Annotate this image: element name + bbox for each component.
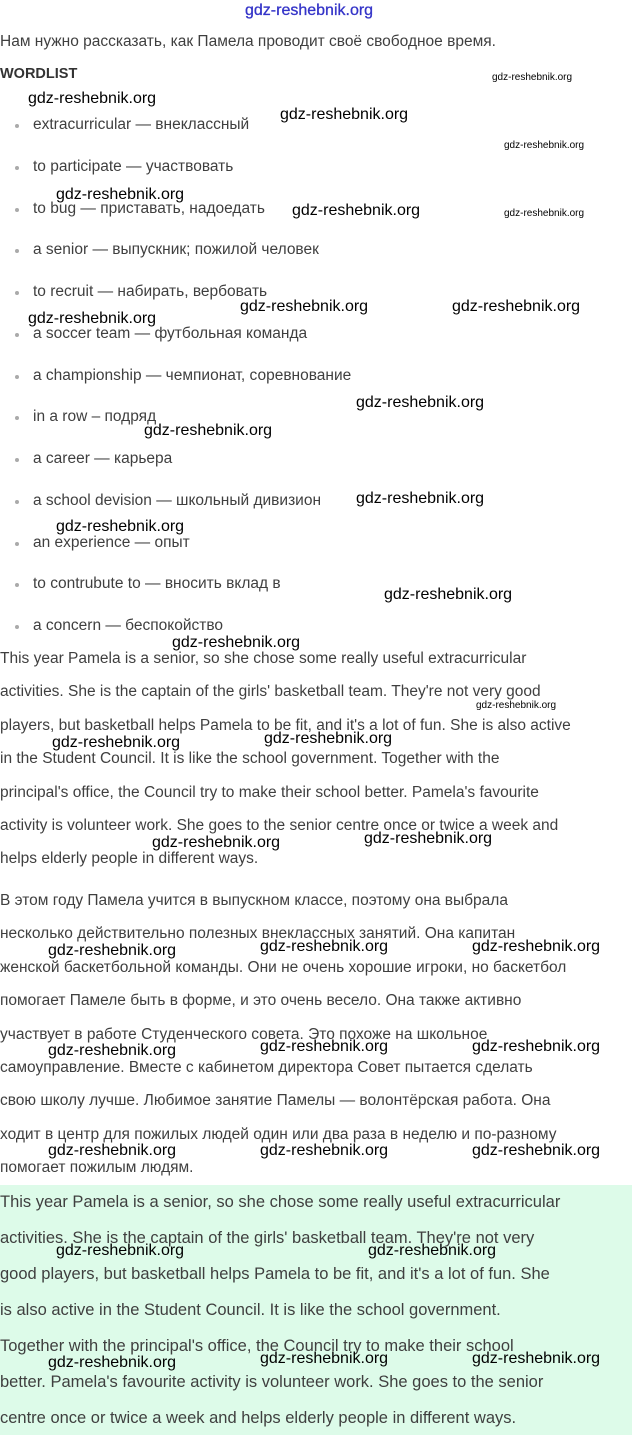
watermark-text: gdz-reshebnik.org bbox=[356, 490, 485, 507]
list-item: an experience — опыт bbox=[33, 533, 190, 551]
list-item: to bug — приставать, надоедать bbox=[33, 199, 265, 217]
bullet-icon bbox=[15, 333, 19, 337]
paragraph-line: activity is volunteer work. She goes to the senior centre once or twice a week and bbox=[0, 817, 559, 834]
paragraph-line: свою школу лучше. Любимое занятие Памелы — волонтёрская работа. Она bbox=[0, 1092, 551, 1110]
bullet-icon bbox=[15, 375, 19, 379]
paragraph-line: помогает пожилым людям. bbox=[0, 1159, 194, 1177]
bullet-icon bbox=[15, 208, 19, 212]
watermark-text: gdz-reshebnik.org bbox=[292, 202, 421, 219]
paragraph-line: помогает Памеле быть в форме, и это очень весело. Она также активно bbox=[0, 992, 522, 1010]
paragraph-line: женской баскетбольной команды. Они не очень хорошие игроки, но баскетбол bbox=[0, 958, 567, 976]
paragraph-line: principal's office, the Council try to make their school better. Pamela's favourite bbox=[0, 783, 539, 801]
watermark-text: gdz-reshebnik.org bbox=[384, 586, 513, 603]
list-item: to recruit — набирать, вербовать bbox=[33, 283, 268, 300]
watermark-text: gdz-reshebnik.org bbox=[240, 298, 369, 315]
watermark-text: gdz-reshebnik.org bbox=[504, 140, 585, 151]
bullet-icon bbox=[15, 542, 19, 546]
bullet-icon bbox=[15, 166, 19, 170]
bullet-icon bbox=[15, 249, 19, 253]
list-item: a soccer team — футбольная команда bbox=[33, 324, 308, 342]
watermark-text: gdz-reshebnik.org bbox=[172, 634, 301, 651]
list-item: in a row – подряд bbox=[33, 408, 157, 426]
list-item: a school devision — школьный дивизион bbox=[33, 491, 322, 509]
list-item: a career — карьера bbox=[33, 450, 173, 467]
list-item: a concern — беспокойство bbox=[33, 617, 224, 634]
bullet-icon bbox=[15, 291, 19, 295]
watermark-text: gdz-reshebnik.org bbox=[264, 730, 393, 747]
answer-line: activities. She is the captain of the girls' basketball team. They're not very bbox=[0, 1229, 535, 1247]
bullet-icon bbox=[15, 416, 19, 420]
watermark-text: gdz-reshebnik.org bbox=[368, 1242, 497, 1259]
paragraph-line: самоуправление. Вместе с кабинетом директора Совет пытается сделать bbox=[0, 1059, 533, 1076]
watermark-text: gdz-reshebnik.org bbox=[504, 208, 585, 219]
answer-line: better. Pamela's favourite activity is volunteer work. She goes to the senior bbox=[0, 1373, 544, 1391]
site-watermark-link[interactable]: gdz-reshebnik.org bbox=[245, 2, 374, 19]
bullet-icon bbox=[15, 124, 19, 128]
intro-text: Нам нужно рассказать, как Памела проводит своё свободное время. bbox=[0, 33, 496, 50]
wordlist-heading: WORDLIST bbox=[0, 66, 78, 82]
answer-line: good players, but basketball helps Pamela to be fit, and it's a lot of fun. She bbox=[0, 1265, 550, 1283]
paragraph-line: This year Pamela is a senior, so she chose some really useful extracurricular bbox=[0, 650, 527, 667]
answer-line: Together with the principal's office, the Council try to make their school bbox=[0, 1337, 514, 1355]
list-item: a championship — чемпионат, соревнование bbox=[33, 366, 352, 384]
list-item: a senior — выпускник; пожилой человек bbox=[33, 241, 319, 259]
answer-line: This year Pamela is a senior, so she chose some really useful extracurricular bbox=[0, 1193, 561, 1211]
watermark-text: gdz-reshebnik.org bbox=[56, 1242, 185, 1259]
list-item: to participate — участвовать bbox=[33, 157, 234, 175]
paragraph-line: В этом году Памела учится в выпускном классе, поэтому она выбрала bbox=[0, 892, 508, 909]
paragraph-line: участвует в работе Студенческого совета. Это похоже на школьное bbox=[0, 1025, 488, 1043]
paragraph-line: players, but basketball helps Pamela to be fit, and it's a lot of fun. She is also active bbox=[0, 716, 571, 734]
watermark-text: gdz-reshebnik.org bbox=[280, 106, 409, 123]
bullet-icon bbox=[15, 458, 19, 462]
watermark-text: gdz-reshebnik.org bbox=[52, 734, 181, 751]
watermark-text: gdz-reshebnik.org bbox=[56, 186, 185, 203]
watermark-text: gdz-reshebnik.org bbox=[28, 310, 157, 327]
list-item: to contrubute to — вносить вклад в bbox=[33, 575, 281, 593]
bullet-icon bbox=[15, 500, 19, 504]
watermark-text: gdz-reshebnik.org bbox=[144, 422, 273, 439]
paragraph-line: helps elderly people in different ways. bbox=[0, 850, 259, 868]
paragraph-line: несколько действительно полезных внеклассных занятий. Она капитан bbox=[0, 925, 516, 943]
watermark-text: gdz-reshebnik.org bbox=[48, 1142, 177, 1159]
list-item: extracurricular — внеклассный bbox=[33, 116, 250, 133]
bullet-icon bbox=[15, 625, 19, 629]
watermark-text: gdz-reshebnik.org bbox=[476, 700, 557, 711]
watermark-text: gdz-reshebnik.org bbox=[364, 830, 493, 847]
bullet-icon bbox=[15, 583, 19, 587]
watermark-text: gdz-reshebnik.org bbox=[492, 72, 573, 83]
watermark-text: gdz-reshebnik.org bbox=[260, 1350, 389, 1367]
paragraph-line: in the Student Council. It is like the school government. Together with the bbox=[0, 750, 500, 768]
watermark-text: gdz-reshebnik.org bbox=[472, 1350, 601, 1367]
watermark-text: gdz-reshebnik.org bbox=[48, 942, 177, 959]
watermark-text: gdz-reshebnik.org bbox=[28, 90, 157, 107]
watermark-text: gdz-reshebnik.org bbox=[260, 938, 389, 955]
watermark-text: gdz-reshebnik.org bbox=[48, 1042, 177, 1059]
paragraph-line: ходит в центр для пожилых людей один или два раза в неделю и по-разному bbox=[0, 1125, 557, 1143]
watermark-text: gdz-reshebnik.org bbox=[260, 1142, 389, 1159]
watermark-text: gdz-reshebnik.org bbox=[472, 1038, 601, 1055]
watermark-text: gdz-reshebnik.org bbox=[152, 834, 281, 851]
watermark-text: gdz-reshebnik.org bbox=[472, 938, 601, 955]
answer-line: centre once or twice a week and helps elderly people in different ways. bbox=[0, 1409, 517, 1427]
answer-line: is also active in the Student Council. It is like the school government. bbox=[0, 1301, 501, 1319]
watermark-text: gdz-reshebnik.org bbox=[452, 298, 581, 315]
watermark-text: gdz-reshebnik.org bbox=[48, 1354, 177, 1371]
watermark-text: gdz-reshebnik.org bbox=[56, 518, 185, 535]
paragraph-line: activities. She is the captain of the girls' basketball team. They're not very good bbox=[0, 683, 541, 701]
watermark-text: gdz-reshebnik.org bbox=[472, 1142, 601, 1159]
watermark-text: gdz-reshebnik.org bbox=[356, 394, 485, 411]
watermark-text: gdz-reshebnik.org bbox=[260, 1038, 389, 1055]
